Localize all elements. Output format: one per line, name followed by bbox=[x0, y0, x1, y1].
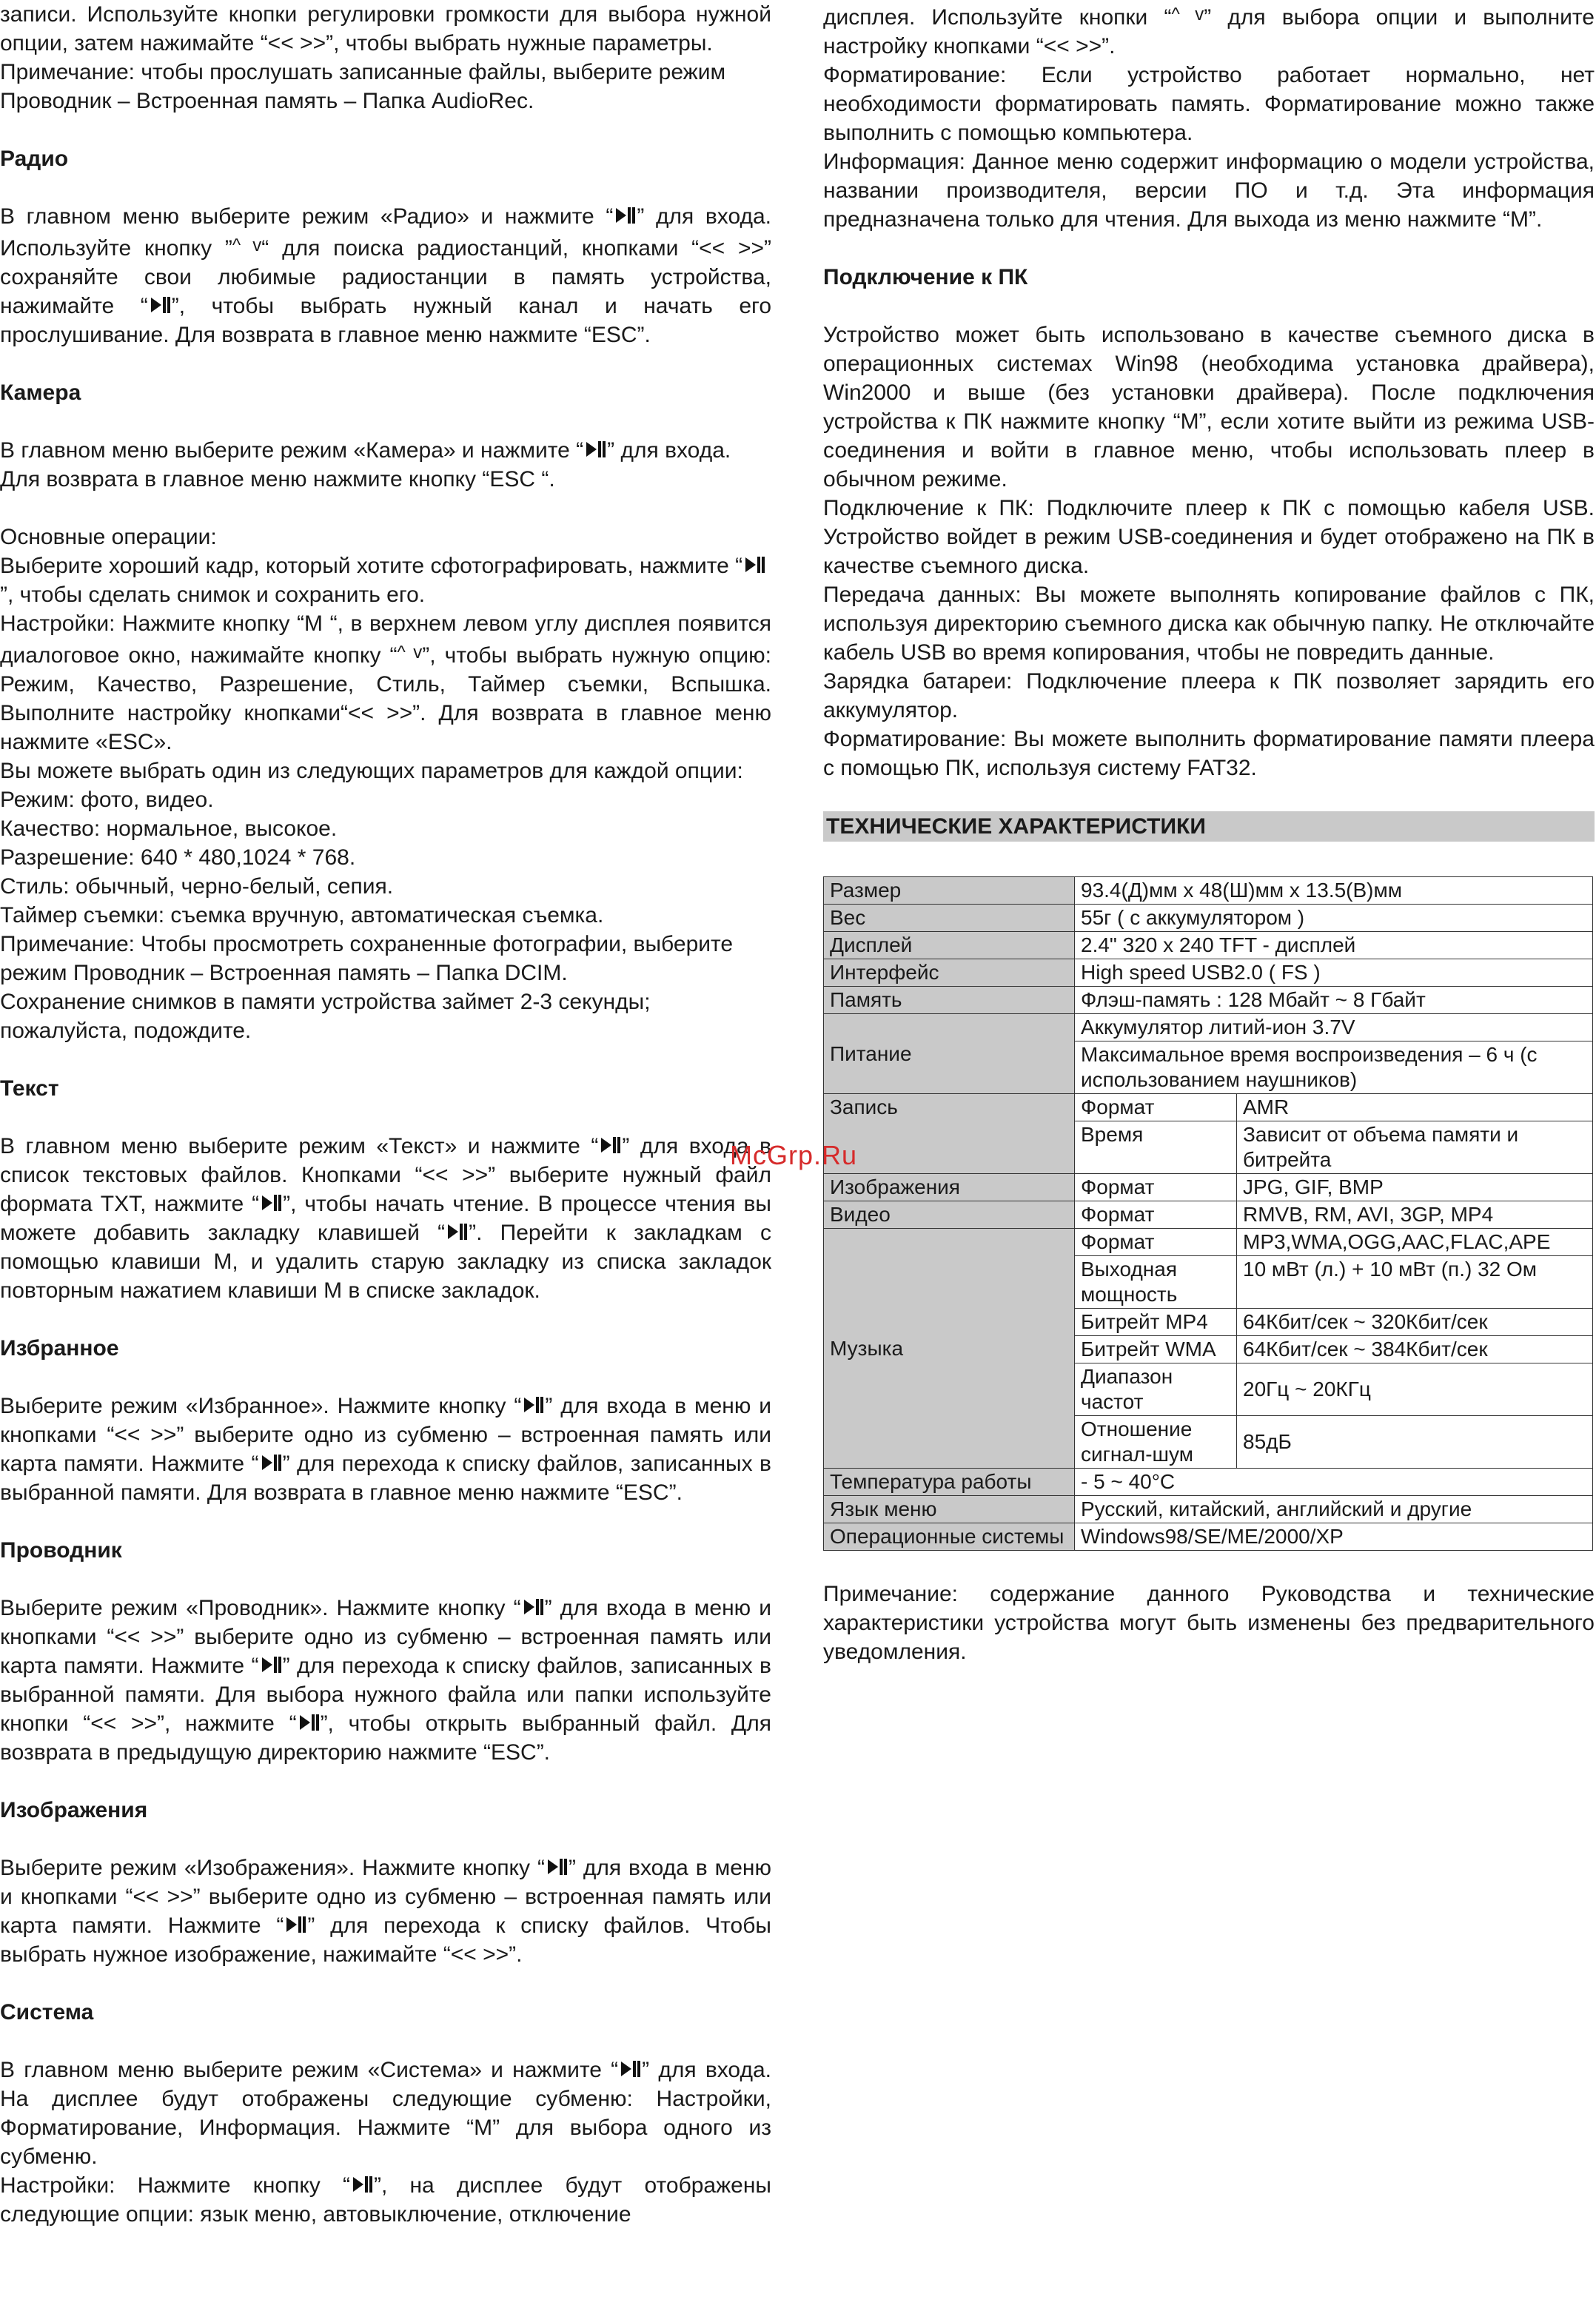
spec-label: Размер bbox=[824, 877, 1075, 905]
final-note: Примечание: содержание данного Руководства и технические характеристики устройства могут быть изменены без предварительного уведомления. bbox=[823, 1582, 1595, 1664]
spec-value: Русский, китайский, английский и другие bbox=[1075, 1496, 1593, 1523]
camera-settings-text: Настройки: Нажмите кнопку “M “, в верхнем левом углу дисплея появится диалоговое окно, нажимайте кнопку “$^{\^{} v}$”, чтобы выбрать нужную опцию: Режим, Качество, Разрешение, Стиль, Таймер съемки, Вспышка. Выполните настройку кнопками“<< >>”. Для возврата в главное меню нажмите «ESC». bbox=[0, 611, 771, 754]
spec-label: Питание bbox=[824, 1014, 1075, 1094]
play-pause-icon bbox=[260, 1452, 282, 1474]
camera-paragraph: В главном меню выберите режим «Камера» и нажмите “ ” для входа. Для возврата в главное меню нажмите кнопку “ESC “. bbox=[0, 438, 731, 492]
table-row bbox=[824, 932, 1593, 959]
spec-value: 2.4" 320 x 240 TFT - дисплей bbox=[1075, 932, 1593, 959]
spec-sublabel: Выходная мощность bbox=[1075, 1256, 1237, 1309]
play-pause-icon bbox=[522, 1394, 544, 1416]
spec-label: Интерфейс bbox=[824, 959, 1075, 987]
spec-sublabel: Формат bbox=[1075, 1229, 1237, 1256]
spec-label: Запись bbox=[824, 1094, 1075, 1174]
table-row bbox=[824, 905, 1593, 932]
spec-value: 10 мВт (л.) + 10 мВт (п.) 32 Ом bbox=[1237, 1256, 1593, 1309]
play-pause-icon bbox=[260, 1654, 282, 1676]
up-down-arrows-icon: ^ v bbox=[1171, 4, 1204, 24]
spec-value: 20Гц ~ 20КГц bbox=[1237, 1363, 1593, 1416]
spec-value: 85дБ bbox=[1237, 1416, 1593, 1469]
camera-option-mode: Режим: фото, видео. bbox=[0, 788, 214, 812]
pc-paragraph-5: Форматирование: Вы можете выполнить форматирование памяти плеера с помощью ПК, используя систему FAT32. bbox=[823, 727, 1595, 780]
spec-sublabel: Формат bbox=[1075, 1201, 1237, 1229]
spec-label: Операционные системы bbox=[824, 1523, 1075, 1551]
explorer-paragraph: Выберите режим «Проводник». Нажмите кнопку “ ” для входа в меню и кнопками “<< >>” выберите одно из субменю – встроенная память или карта памяти. Нажмите “ ” для перехода к списку файлов, записанных в выбранной памяти. Для выбора нужного файла или папки используйте кнопки “<< >>”, нажмите “ ”, чтобы открыть выбранный файл. Для возврата в предыдущую директорию нажмите “ESC”. bbox=[0, 1596, 771, 1765]
spec-label: Память bbox=[824, 987, 1075, 1014]
spec-value: Windows98/SE/ME/2000/XP bbox=[1075, 1523, 1593, 1551]
system-heading: Система bbox=[0, 2000, 94, 2024]
info-paragraph: Информация: Данное меню содержит информацию о модели устройства, названии производителя, версии ПО и т.д. Эта информация предназначена только для чтения. Для выхода из меню нажмите “M”. bbox=[823, 150, 1595, 232]
table-row bbox=[824, 1523, 1593, 1551]
radio-heading: Радио bbox=[0, 147, 69, 171]
play-pause-icon bbox=[284, 1913, 306, 1936]
spec-value: JPG, GIF, BMP bbox=[1237, 1174, 1593, 1201]
spec-sublabel: Диапазон частот bbox=[1075, 1363, 1237, 1416]
camera-option-style: Стиль: обычный, черно-белый, сепия. bbox=[0, 874, 394, 899]
spec-value: MP3,WMA,OGG,AAC,FLAC,APE bbox=[1237, 1229, 1593, 1256]
spec-label: Видео bbox=[824, 1201, 1075, 1229]
spec-value: 64Кбит/сек ~ 320Кбит/сек bbox=[1237, 1309, 1593, 1336]
right-column bbox=[823, 0, 1595, 1666]
text-paragraph: В главном меню выберите режим «Текст» и нажмите “ ” для входа в список текстовых файлов. Кнопками “<< >>” выберите нужный файл формата TXT, нажмите “ ”, чтобы начать чтение. В процессе чтения вы можете добавить закладку клавишей “ ”. Перейти к закладкам с помощью клавиши M, и удалить старую закладку из списка закладок повторным нажатием клавиши M в списке закладок. bbox=[0, 1134, 771, 1303]
play-pause-icon bbox=[614, 204, 636, 227]
table-row bbox=[824, 1014, 1593, 1041]
table-row bbox=[824, 1174, 1593, 1201]
spec-sublabel: Битрейт MP4 bbox=[1075, 1309, 1237, 1336]
spec-value: RMVB, RM, AVI, 3GP, MP4 bbox=[1237, 1201, 1593, 1229]
play-pause-icon bbox=[546, 1856, 568, 1878]
spec-sublabel: Битрейт WMA bbox=[1075, 1336, 1237, 1363]
play-pause-icon bbox=[446, 1221, 468, 1243]
table-row bbox=[824, 1496, 1593, 1523]
up-down-arrows-icon: ^ v bbox=[397, 643, 423, 662]
play-pause-icon bbox=[149, 294, 171, 316]
play-pause-icon bbox=[743, 554, 765, 576]
table-row bbox=[824, 959, 1593, 987]
specs-table bbox=[823, 876, 1593, 1551]
play-pause-icon bbox=[522, 1596, 544, 1618]
explorer-heading: Проводник bbox=[0, 1538, 122, 1563]
spec-value: Максимальное время воспроизведения – 6 ч (с использованием наушников) bbox=[1075, 1041, 1593, 1094]
camera-save-note: Сохранение снимков в памяти устройства займет 2-3 секунды; пожалуйста, подождите. bbox=[0, 990, 651, 1043]
spec-value: - 5 ~ 40°C bbox=[1075, 1469, 1593, 1496]
camera-note: Примечание: Чтобы просмотреть сохраненные фотографии, выберите режим Проводник – Встроенная память – Папка DCIM. bbox=[0, 932, 734, 985]
left-column bbox=[0, 0, 771, 2229]
images-heading: Изображения bbox=[0, 1798, 148, 1822]
favorites-heading: Избранное bbox=[0, 1336, 119, 1361]
spec-sublabel: Отношение сигнал-шум bbox=[1075, 1416, 1237, 1469]
spec-value: AMR bbox=[1237, 1094, 1593, 1121]
table-row bbox=[824, 987, 1593, 1014]
spec-value: Флэш-память : 128 Мбайт ~ 8 Гбайт bbox=[1075, 987, 1593, 1014]
table-row bbox=[824, 1229, 1593, 1256]
spec-value: High speed USB2.0 ( FS ) bbox=[1075, 959, 1593, 987]
camera-shoot-text: Выберите хороший кадр, который хотите сфотографировать, нажмите “ ”, чтобы сделать снимок и сохранить его. bbox=[0, 551, 771, 609]
spec-sublabel: Формат bbox=[1075, 1094, 1237, 1121]
pc-paragraph-1: Устройство может быть использовано в качестве съемного диска в операционных системах Win98 (необходима установка драйвера), Win2000 и выше (без установки драйвера). После подключения устройства к ПК нажмите кнопку “M”, если хотите выйти из режима USB-соединения и войти в главное меню, чтобы использовать плеер в обычном режиме. bbox=[823, 323, 1595, 492]
play-pause-icon bbox=[619, 2058, 641, 2080]
format-paragraph: Форматирование: Если устройство работает нормально, нет необходимости форматировать память. Форматирование можно также выполнить с помощью компьютера. bbox=[823, 63, 1595, 145]
spec-value: 64Кбит/сек ~ 384Кбит/сек bbox=[1237, 1336, 1593, 1363]
pc-heading: Подключение к ПК bbox=[823, 265, 1028, 289]
text-heading: Текст bbox=[0, 1076, 59, 1101]
watermark: McGrp.Ru bbox=[730, 1140, 858, 1170]
play-pause-icon bbox=[260, 1192, 282, 1214]
spec-label: Дисплей bbox=[824, 932, 1075, 959]
play-pause-icon bbox=[298, 1711, 320, 1734]
camera-option-resolution: Разрешение: 640 * 480,1024 * 768. bbox=[0, 845, 356, 870]
spec-label: Язык меню bbox=[824, 1496, 1075, 1523]
spec-value: 93.4(Д)мм x 48(Ш)мм x 13.5(В)мм bbox=[1075, 877, 1593, 905]
pc-paragraph-3: Передача данных: Вы можете выполнять копирование файлов с ПК, используя директорию съемного диска как обычную папку. Не отключайте кабель USB во время копирования, чтобы не повредить данные. bbox=[823, 583, 1595, 665]
spec-value: Зависит от объема памяти и битрейта bbox=[1237, 1121, 1593, 1174]
spec-sublabel: Формат bbox=[1075, 1174, 1237, 1201]
table-row bbox=[824, 1201, 1593, 1229]
camera-options-intro: Вы можете выбрать один из следующих параметров для каждой опции: bbox=[0, 759, 743, 783]
spec-value: Аккумулятор литий-ион 3.7V bbox=[1075, 1014, 1593, 1041]
play-pause-icon bbox=[584, 438, 606, 460]
system-settings-continued: дисплея. Используйте кнопки “$^{\^{} v}$” для выбора опции и выполните настройку кнопками “<< >>”. bbox=[823, 4, 1595, 58]
table-row bbox=[824, 1094, 1593, 1121]
spec-label: Вес bbox=[824, 905, 1075, 932]
spec-sublabel: Время bbox=[1075, 1121, 1237, 1174]
play-pause-icon bbox=[351, 2173, 373, 2195]
camera-option-quality: Качество: нормальное, высокое. bbox=[0, 816, 338, 841]
radio-paragraph: В главном меню выберите режим «Радио» и нажмите “ ” для входа. Используйте кнопку ”$^{\^{} v}$“ для поиска радиостанций, кнопками “<< >>” сохраняйте свои любимые радиостанции в память устройства, нажимайте “ ”, чтобы выбрать нужный канал и начать его прослушивание. Для возврата в главное меню нажмите “ESC”. bbox=[0, 204, 772, 347]
pc-paragraph-4: Зарядка батареи: Подключение плеера к ПК позволяет зарядить его аккумулятор. bbox=[823, 669, 1595, 722]
specs-heading: ТЕХНИЧЕСКИЕ ХАРАКТЕРИСТИКИ bbox=[823, 811, 1595, 842]
spec-value: 55г ( с аккумулятором ) bbox=[1075, 905, 1593, 932]
pc-paragraph-2: Подключение к ПК: Подключите плеер к ПК с помощью кабеля USB. Устройство войдет в режим USB-соединения и будет отображено на ПК в качестве съемного диска. bbox=[823, 496, 1595, 578]
camera-heading: Камера bbox=[0, 380, 81, 405]
spec-label: Изображения bbox=[824, 1174, 1075, 1201]
spec-label: Температура работы bbox=[824, 1469, 1075, 1496]
intro-paragraph: записи. Используйте кнопки регулировки громкости для выбора нужной опции, затем нажимайте “<< >>”, чтобы выбрать нужные параметры. bbox=[0, 2, 771, 56]
spec-label: Музыка bbox=[824, 1229, 1075, 1469]
intro-note: Примечание: чтобы прослушать записанные файлы, выберите режим Проводник – Встроенная память – Папка AudioRec. bbox=[0, 60, 726, 113]
images-paragraph: Выберите режим «Изображения». Нажмите кнопку “ ” для входа в меню и кнопками “<< >>” выберите одно из субменю – встроенная память или карта памяти. Нажмите “ ” для перехода к списку файлов. Чтобы выбрать нужное изображение, нажимайте “<< >>”. bbox=[0, 1856, 771, 1967]
table-row bbox=[824, 877, 1593, 905]
system-paragraph: В главном меню выберите режим «Система» и нажмите “ ” для входа. На дисплее будут отображены следующие субменю: Настройки, Форматирование, Информация. Нажмите “M” для выбора одного из субменю. bbox=[0, 2058, 771, 2169]
table-row bbox=[824, 1469, 1593, 1496]
up-down-arrows-icon: ^ v bbox=[232, 235, 262, 255]
play-pause-icon bbox=[599, 1134, 621, 1156]
favorites-paragraph: Выберите режим «Избранное». Нажмите кнопку “ ” для входа в меню и кнопками “<< >>” выберите одно из субменю – встроенная память или карта памяти. Нажмите “ ” для перехода к списку файлов, записанных в выбранной памяти. Для возврата в главное меню нажмите “ESC”. bbox=[0, 1394, 771, 1505]
system-settings-paragraph: Настройки: Нажмите кнопку “ ”, на дисплее будут отображены следующие опции: язык меню, автовыключение, отключение bbox=[0, 2173, 771, 2227]
camera-ops-title: Основные операции: bbox=[0, 525, 217, 549]
camera-option-timer: Таймер съемки: съемка вручную, автоматическая съемка. bbox=[0, 903, 604, 927]
